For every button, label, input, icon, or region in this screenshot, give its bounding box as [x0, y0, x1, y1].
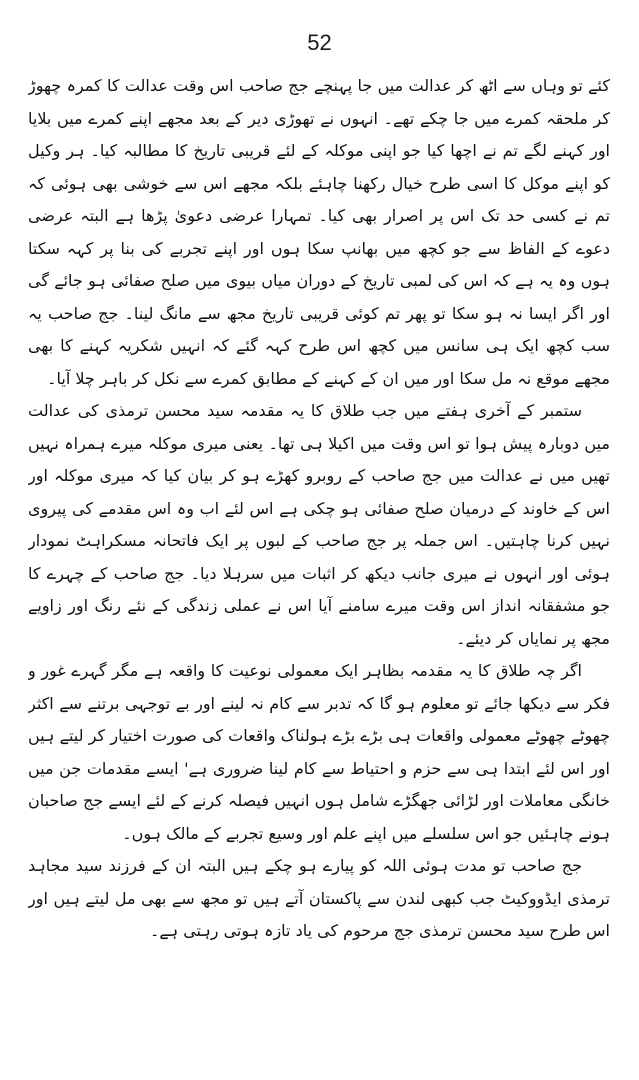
paragraph-2: ستمبر کے آخری ہفتے میں جب طلاق کا یہ مقدمہ سید محسن ترمذی کی عدالت میں دوبارہ پیش ہوا تو اس وقت میں اکیلا ہی تھا۔ یعنی میری موکلہ میرے ہمراہ نہیں تھیں میں نے عدالت میں جج صاحب کے روبرو کھڑے ہو کر بیان کیا کہ میری موکلہ اور اس کے خاوند کے درمیان صلح صفائی ہو چکی ہے اس لئے اب وہ اس مقدمے کی پیروی نہیں کرنا چاہتیں۔ اس جملہ پر جج صاحب کے لبوں پر ایک فاتحانہ مسکراہٹ نمودار ہوئی اور انہوں نے میری جانب دیکھ کر اثبات میں سرہلا دیا۔ جج صاحب کے چہرے کا جو مشفقانہ انداز اس وقت میرے سامنے آیا اس نے عملی زندگی کے نئے رنگ اور زاویے مجھ پر نمایاں کر دیئے۔ — [28, 401, 610, 648]
paragraph-1: کئے تو وہاں سے اٹھ کر عدالت میں جا پہنچے جج صاحب اس وقت عدالت کا کمرہ چھوڑ کر ملحقہ کمرے میں جا چکے تھے۔ انہوں نے تھوڑی دیر کے بعد مجھے اپنے کمرے میں بلایا اور کہنے لگے تم نے اچھا کیا جو اپنی موکلہ کے لئے قریبی تاریخ کا مطالبہ کیا۔ ہر وکیل کو اپنے موکل کا اسی طرح خیال رکھنا چاہئے بلکہ مجھے اس سے خوشی بھی ہوئی کہ تم نے کسی حد تک اس پر اصرار بھی کیا۔ تمہارا عرضی دعویٰ پڑھا ہے البتہ عرضی دعوے کے الفاظ سے جو کچھ میں بھانپ سکا ہوں اور اپنے تجربے کی بنا پر کہہ سکتا ہوں وہ یہ ہے کہ اس کی لمبی تاریخ کے دوران میاں بیوی میں صلح صفائی ہو جائے گی اور اگر ایسا نہ ہو سکا تو پھر تم کوئی قریبی تاریخ مجھ سے مانگ لینا۔ جج صاحب یہ سب کچھ ایک ہی سانس میں کچھ اس طرح کہہ گئے کہ انہیں شکریہ کہنے کا بھی مجھے موقع نہ مل سکا اور میں ان کے کہنے کے مطابق کمرے سے نکل کر باہر چلا آیا۔ — [28, 76, 610, 388]
paragraph-4: جج صاحب تو مدت ہوئی اللہ کو پیارے ہو چکے ہیں البتہ ان کے فرزند سید مجاہد ترمذی ایڈووکیٹ جب کبھی لندن سے پاکستان آتے ہیں تو مجھ سے بھی مل لیتے ہیں اور اس طرح سید محسن ترمذی جج مرحوم کی یاد تازہ ہوتی رہتی ہے۔ — [28, 856, 610, 940]
page-number: 52 — [307, 30, 332, 55]
page-body — [28, 70, 610, 1060]
paragraph-3: اگر چہ طلاق کا یہ مقدمہ بظاہر ایک معمولی نوعیت کا واقعہ ہے مگر گہرے غور و فکر سے دیکھا جائے تو معلوم ہو گا کہ تدبر سے کام نہ لینے اور بے توجہی برتنے سے اکثر چھوٹے چھوٹے معمولی واقعات ہی بڑے بڑے ہولناک واقعات کی صورت اختیار کر لیتے ہیں اور اس لئے ابتدا ہی سے حزم و احتیاط سے کام لینا ضروری ہے' ایسے مقدمات جن میں خانگی معاملات اور لڑائی جھگڑے شامل ہوں انہیں فیصلہ کرنے کے لئے ایسے جج صاحبان ہونے چاہئیں جو اس سلسلے میں اپنے علم اور وسیع تجربے کے مالک ہوں۔ — [28, 661, 610, 843]
